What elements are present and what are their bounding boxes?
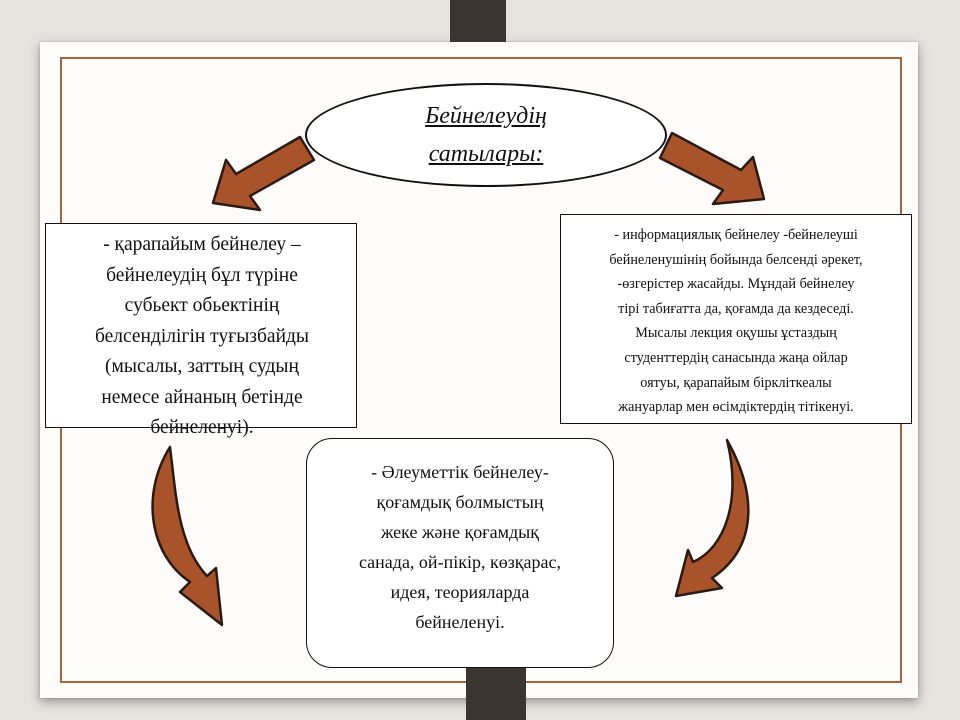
box-simple-reflection: - қарапайым бейнелеу – бейнелеудің бұл түріне субьект обьектінің белсенділігін туғызбайды (мысалы, заттың судың немесе айнаның бетінде бейнеленуі). — [45, 223, 357, 428]
bottom-binder-clip — [466, 665, 526, 720]
title-text: Бейнелеудің сатылары: — [425, 103, 547, 167]
box-social-reflection: - Әлеуметтік бейнелеу- қоғамдық болмыстың жеке және қоғамдық санада, ой-пікір, көзқарас, идея, теорияларда бейнеленуі. — [306, 438, 614, 668]
arrow-curved-right — [676, 440, 748, 596]
box-information-reflection: - информациялық бейнелеу -бейнелеуші бейнеленушінің бойында белсенді әрекет, -өзгерістер жасайды. Мұндай бейнелеу тірі табиғатта да, қоғамда да кездеседі. Мысалы лекция оқушы ұстаздың студенттердің санасында жаңа ойлар оятуы, қарапайым біркліткеалы жануарлар мен өсімдіктердің тітікенуі. — [560, 214, 912, 424]
arrow-curved-left — [153, 447, 222, 625]
arrow-left-down — [213, 137, 314, 210]
title-ellipse — [305, 83, 667, 187]
top-binder-clip — [450, 0, 506, 42]
arrow-right-down — [660, 133, 764, 204]
